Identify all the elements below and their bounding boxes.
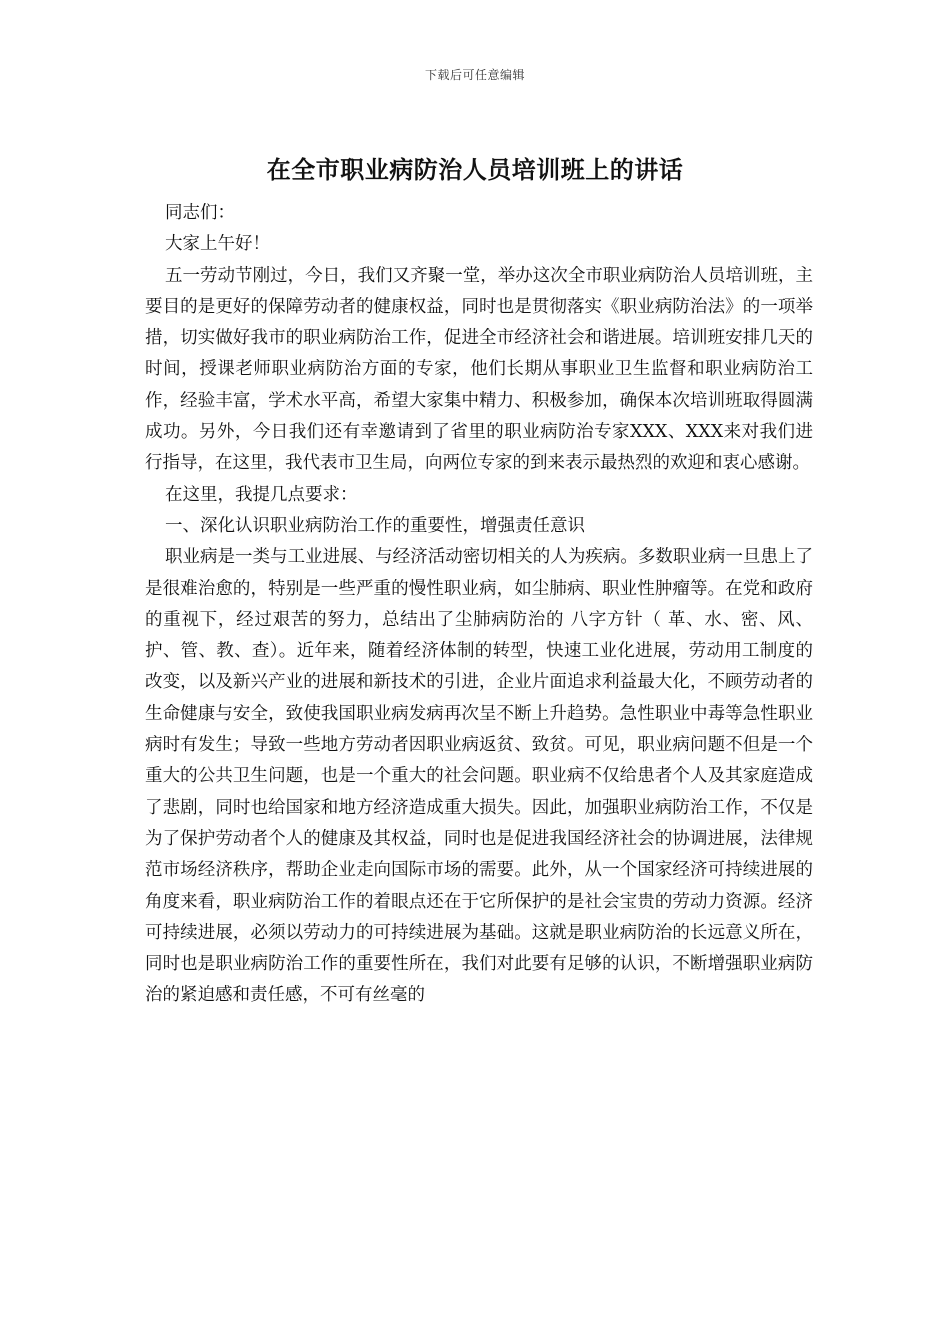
salutation: 同志们： bbox=[165, 203, 235, 223]
paragraph-requirements-lead: 在这里，我提几点要求： bbox=[165, 484, 358, 505]
greeting: 大家上午好！ bbox=[165, 234, 270, 255]
paragraph-section-1: 职业病是一类与工业进展、与经济活动密切相关的人为疾病。多数职业病一旦患上了是很难治愈的，特别是一些严重的慢性职业病，如尘肺病、职业性肿瘤等。在党和政府的重视下，经过艰苦的努力，总结出了尘肺病防治的 八字方针（ 革、水、密、风、护、管、教、查）。近年来，随着经济体制的转型，快速工业化进展，劳动用工制度的改变，以及新兴产业的进展和新技术的引进，企业片面追求利益最大化，不顾劳动者的生命健康与安全，致使我国职业病发病再次呈不断上升趋势。急性职业中毒等急性职业病时有发生；导致一些地方劳动者因职业病返贫、致贫。可见，职业病问题不但是一个重大的公共卫生问题，也是一个重大的社会问题。职业病不仅给患者个人及其家庭造成了悲剧，同时也给国家和地方经济造成重大损失。因此，加强职业病防治工作，不仅是为了保护劳动者个人的健康及其权益，同时也是促进我国经济社会的协调进展，法律规范市场经济秩序，帮助企业走向国际市场的需要。此外，从一个国家经济可持续进展的角度来看，职业病防治工作的着眼点还在于它所保护的是社会宝贵的劳动力资源。经济可持续进展，必须以劳动力的可持续进展为基础。这就是职业病防治的长远意义所在，同时也是职业病防治工作的重要性所在，我们对此要有足够的认识，不断增强职业病防治的紧迫感和责任感，不可有丝毫的 bbox=[145, 547, 813, 1006]
document-body bbox=[145, 198, 813, 1012]
section-heading-1: 一、深化认识职业病防治工作的重要性，增强责任意识 bbox=[165, 515, 585, 536]
document-title: 在全市职业病防治人员培训班上的讲话 bbox=[266, 155, 684, 184]
paragraph-intro: 五一劳动节刚过，今日，我们又齐聚一堂，举办这次全市职业病防治人员培训班，主要目的是更好的保障劳动者的健康权益，同时也是贯彻落实《职业病防治法》的一项举措，切实做好我市的职业病防治工作，促进全市经济社会和谐进展。培训班安排几天的时间，授课老师职业病防治方面的专家，他们长期从事职业卫生监督和职业病防治工作，经验丰富，学术水平高，希望大家集中精力、积极参加，确保本次培训班取得圆满成功。另外，今日我们还有幸邀请到了省里的职业病防治专家XXX、XXX来对我们进行指导，在这里，我代表市卫生局，向两位专家的到来表示最热烈的欢迎和衷心感谢。 bbox=[145, 265, 813, 474]
header-note: 下载后可任意编辑 bbox=[424, 68, 525, 82]
